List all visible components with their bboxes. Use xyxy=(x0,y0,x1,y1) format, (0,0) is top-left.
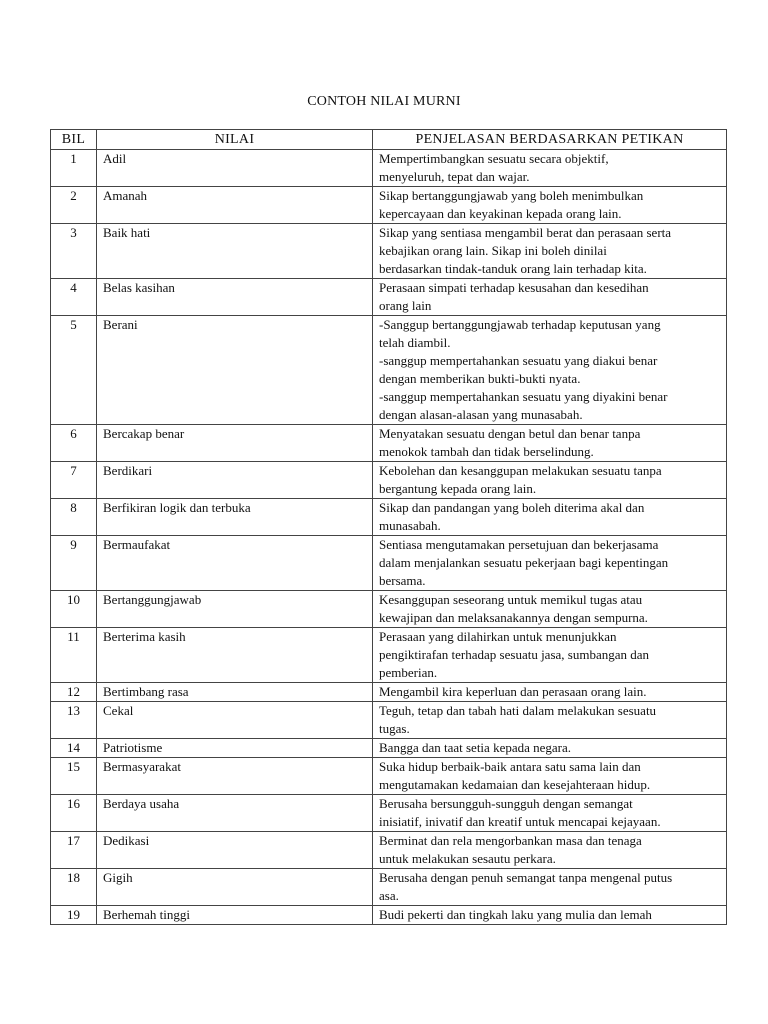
row-number: 6 xyxy=(51,425,97,462)
row-explanation: -Sanggup bertanggungjawab terhadap keputusan yang telah diambil. -sanggup mempertahankan sesuatu yang diakui benar dengan memberikan bukti-bukti nyata. -sanggup mempertahankan sesuatu yang diyakini benar dengan alasan-alasan yang munasabah. xyxy=(373,316,727,425)
row-value-name: Amanah xyxy=(97,187,373,224)
table-row xyxy=(51,316,727,425)
row-value-name: Dedikasi xyxy=(97,832,373,869)
row-number: 12 xyxy=(51,683,97,702)
row-explanation: Berminat dan rela mengorbankan masa dan tenaga untuk melakukan sesautu perkara. xyxy=(373,832,727,869)
row-value-name: Bertanggungjawab xyxy=(97,591,373,628)
row-explanation: Teguh, tetap dan tabah hati dalam melakukan sesuatu tugas. xyxy=(373,702,727,739)
row-explanation: Kebolehan dan kesanggupan melakukan sesuatu tanpa bergantung kepada orang lain. xyxy=(373,462,727,499)
row-value-name: Berhemah tinggi xyxy=(97,906,373,925)
row-number: 5 xyxy=(51,316,97,425)
row-value-name: Berani xyxy=(97,316,373,425)
row-number: 19 xyxy=(51,906,97,925)
table-row xyxy=(51,906,727,925)
row-value-name: Bercakap benar xyxy=(97,425,373,462)
row-value-name: Belas kasihan xyxy=(97,279,373,316)
row-value-name: Berdikari xyxy=(97,462,373,499)
row-number: 2 xyxy=(51,187,97,224)
row-number: 15 xyxy=(51,758,97,795)
row-number: 9 xyxy=(51,536,97,591)
table-row xyxy=(51,279,727,316)
table-header-row xyxy=(51,130,727,150)
table-row xyxy=(51,702,727,739)
row-value-name: Berdaya usaha xyxy=(97,795,373,832)
table-row xyxy=(51,187,727,224)
table-row xyxy=(51,869,727,906)
table-row xyxy=(51,795,727,832)
row-number: 1 xyxy=(51,150,97,187)
row-value-name: Cekal xyxy=(97,702,373,739)
row-value-name: Bertimbang rasa xyxy=(97,683,373,702)
row-number: 7 xyxy=(51,462,97,499)
table-row xyxy=(51,683,727,702)
row-explanation: Suka hidup berbaik-baik antara satu sama lain dan mengutamakan kedamaian dan kesejahteraan hidup. xyxy=(373,758,727,795)
table-row xyxy=(51,591,727,628)
row-explanation: Sentiasa mengutamakan persetujuan dan bekerjasama dalam menjalankan sesuatu pekerjaan bagi kepentingan bersama. xyxy=(373,536,727,591)
table-row xyxy=(51,425,727,462)
row-explanation: Budi pekerti dan tingkah laku yang mulia dan lemah xyxy=(373,906,727,925)
document-title: CONTOH NILAI MURNI xyxy=(307,94,461,109)
row-value-name: Bermasyarakat xyxy=(97,758,373,795)
table-row xyxy=(51,536,727,591)
row-explanation: Sikap dan pandangan yang boleh diterima akal dan munasabah. xyxy=(373,499,727,536)
row-number: 3 xyxy=(51,224,97,279)
row-explanation: Sikap bertanggungjawab yang boleh menimbulkan kepercayaan dan keyakinan kepada orang lain. xyxy=(373,187,727,224)
row-number: 18 xyxy=(51,869,97,906)
table-row xyxy=(51,462,727,499)
row-number: 14 xyxy=(51,739,97,758)
row-explanation: Menyatakan sesuatu dengan betul dan benar tanpa menokok tambah dan tidak berselindung. xyxy=(373,425,727,462)
row-number: 16 xyxy=(51,795,97,832)
table-row xyxy=(51,758,727,795)
table-row xyxy=(51,499,727,536)
row-value-name: Adil xyxy=(97,150,373,187)
row-value-name: Patriotisme xyxy=(97,739,373,758)
row-explanation: Perasaan simpati terhadap kesusahan dan kesedihan orang lain xyxy=(373,279,727,316)
row-explanation: Mempertimbangkan sesuatu secara objektif, menyeluruh, tepat dan wajar. xyxy=(373,150,727,187)
row-value-name: Berterima kasih xyxy=(97,628,373,683)
table-row xyxy=(51,832,727,869)
header-penjelasan: PENJELASAN BERDASARKAN PETIKAN xyxy=(373,130,727,150)
row-explanation: Berusaha dengan penuh semangat tanpa mengenal putus asa. xyxy=(373,869,727,906)
table-row xyxy=(51,224,727,279)
row-explanation: Sikap yang sentiasa mengambil berat dan perasaan serta kebajikan orang lain. Sikap ini boleh dinilai berdasarkan tindak-tanduk orang lain terhadap kita. xyxy=(373,224,727,279)
row-number: 4 xyxy=(51,279,97,316)
row-explanation: Berusaha bersungguh-sungguh dengan semangat inisiatif, inivatif dan kreatif untuk mencapai kejayaan. xyxy=(373,795,727,832)
row-number: 10 xyxy=(51,591,97,628)
table-row xyxy=(51,739,727,758)
row-value-name: Gigih xyxy=(97,869,373,906)
header-nilai: NILAI xyxy=(97,130,373,150)
table-body xyxy=(51,150,727,925)
row-explanation: Bangga dan taat setia kepada negara. xyxy=(373,739,727,758)
table-row xyxy=(51,628,727,683)
header-bil: BIL xyxy=(51,130,97,150)
table-row xyxy=(51,150,727,187)
row-number: 8 xyxy=(51,499,97,536)
row-number: 11 xyxy=(51,628,97,683)
values-table xyxy=(50,129,727,925)
row-explanation: Kesanggupan seseorang untuk memikul tugas atau kewajipan dan melaksanakannya dengan sempurna. xyxy=(373,591,727,628)
row-value-name: Berfikiran logik dan terbuka xyxy=(97,499,373,536)
row-number: 13 xyxy=(51,702,97,739)
row-number: 17 xyxy=(51,832,97,869)
row-explanation: Perasaan yang dilahirkan untuk menunjukkan pengiktirafan terhadap sesuatu jasa, sumbangan dan pemberian. xyxy=(373,628,727,683)
row-value-name: Bermaufakat xyxy=(97,536,373,591)
row-explanation: Mengambil kira keperluan dan perasaan orang lain. xyxy=(373,683,727,702)
row-value-name: Baik hati xyxy=(97,224,373,279)
